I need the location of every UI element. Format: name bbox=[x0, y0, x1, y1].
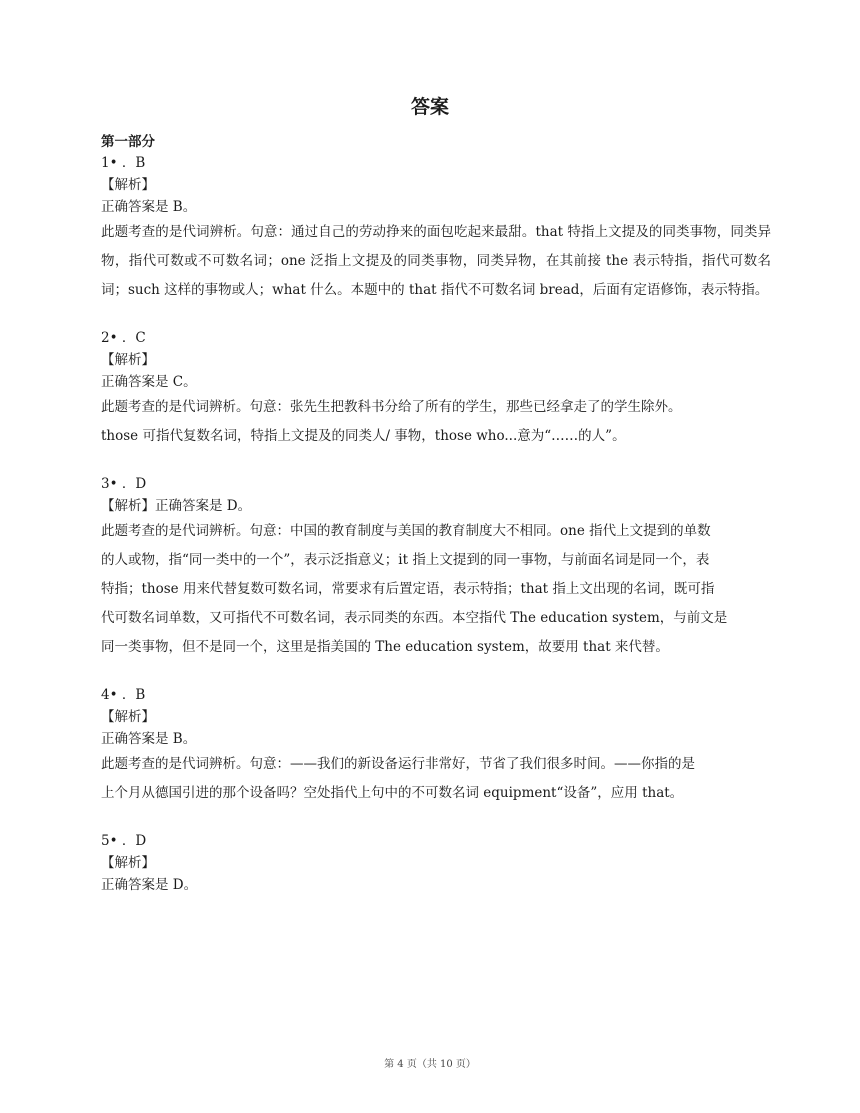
question-5 bbox=[101, 830, 771, 896]
analysis-label: 【解析】 bbox=[101, 855, 155, 871]
question-number: 4• ．B bbox=[101, 687, 146, 703]
explanation: 此题考查的是代词辨析。句意：通过自己的劳动挣来的面包吃起来最甜。that 特指上文提及的同类事物，同类异物，指代可数或不可数名词；one 泛指上文提及的同类事物，同类异物，在其前接 the 表示特指，指代可数名词；such 这样的事物或人；what 什么。本题中的 that 指代不可数名词 bread，后面有定语修饰，表示特指。 bbox=[101, 224, 771, 298]
explanation-line: 的人或物，指“同一类中的一个”，表示泛指意义；it 指上文提到的同一事物，与前面名词是同一个，表 bbox=[101, 552, 710, 568]
page-title: 答案 bbox=[410, 96, 449, 118]
part-label: 第一部分 bbox=[101, 134, 155, 150]
explanation-line: 同一类事物，但不是同一个，这里是指美国的 The education system，故要用 that 来代替。 bbox=[101, 639, 669, 655]
question-number: 5• ．D bbox=[101, 833, 147, 849]
correct-answer: 正确答案是 D。 bbox=[101, 877, 198, 893]
correct-answer: 正确答案是 C。 bbox=[101, 374, 197, 390]
question-3 bbox=[101, 473, 771, 662]
correct-answer: 正确答案是 B。 bbox=[101, 199, 197, 215]
analysis-label: 【解析】正确答案是 D。 bbox=[101, 498, 252, 514]
question-1 bbox=[101, 152, 771, 305]
explanation-line: 代可数名词单数，又可指代不可数名词，表示同类的东西。本空指代 The education system，与前文是 bbox=[101, 610, 728, 626]
explanation-line: 特指；those 用来代替复数可数名词，常要求有后置定语，表示特指；that 指上文出现的名词，既可指 bbox=[101, 581, 715, 597]
explanation-line: 此题考查的是代词辨析。句意：——我们的新设备运行非常好，节省了我们很多时间。——你指的是 bbox=[101, 756, 695, 772]
analysis-label: 【解析】 bbox=[101, 177, 155, 193]
explanation-line: 上个月从德国引进的那个设备吗？空处指代上句中的不可数名词 equipment“设备”，应用 that。 bbox=[101, 785, 684, 801]
question-number: 2• ．C bbox=[101, 330, 146, 346]
question-number: 3• ．D bbox=[101, 476, 147, 492]
explanation-line: 此题考查的是代词辨析。句意：中国的教育制度与美国的教育制度大不相同。one 指代上文提到的单数 bbox=[101, 523, 711, 539]
analysis-label: 【解析】 bbox=[101, 352, 155, 368]
question-2 bbox=[101, 327, 771, 451]
page-footer: 第 4 页（共 10 页） bbox=[384, 1059, 476, 1070]
analysis-label: 【解析】 bbox=[101, 709, 155, 725]
explanation-line: 此题考查的是代词辨析。句意：张先生把教科书分给了所有的学生，那些已经拿走了的学生除外。 bbox=[101, 399, 682, 415]
answer-content bbox=[101, 132, 771, 896]
question-4 bbox=[101, 684, 771, 808]
correct-answer: 正确答案是 B。 bbox=[101, 731, 197, 747]
explanation-line: those 可指代复数名词，特指上文提及的同类人/ 事物，those who...意为“……的人”。 bbox=[101, 428, 626, 444]
question-number: 1• ．B bbox=[101, 155, 146, 171]
